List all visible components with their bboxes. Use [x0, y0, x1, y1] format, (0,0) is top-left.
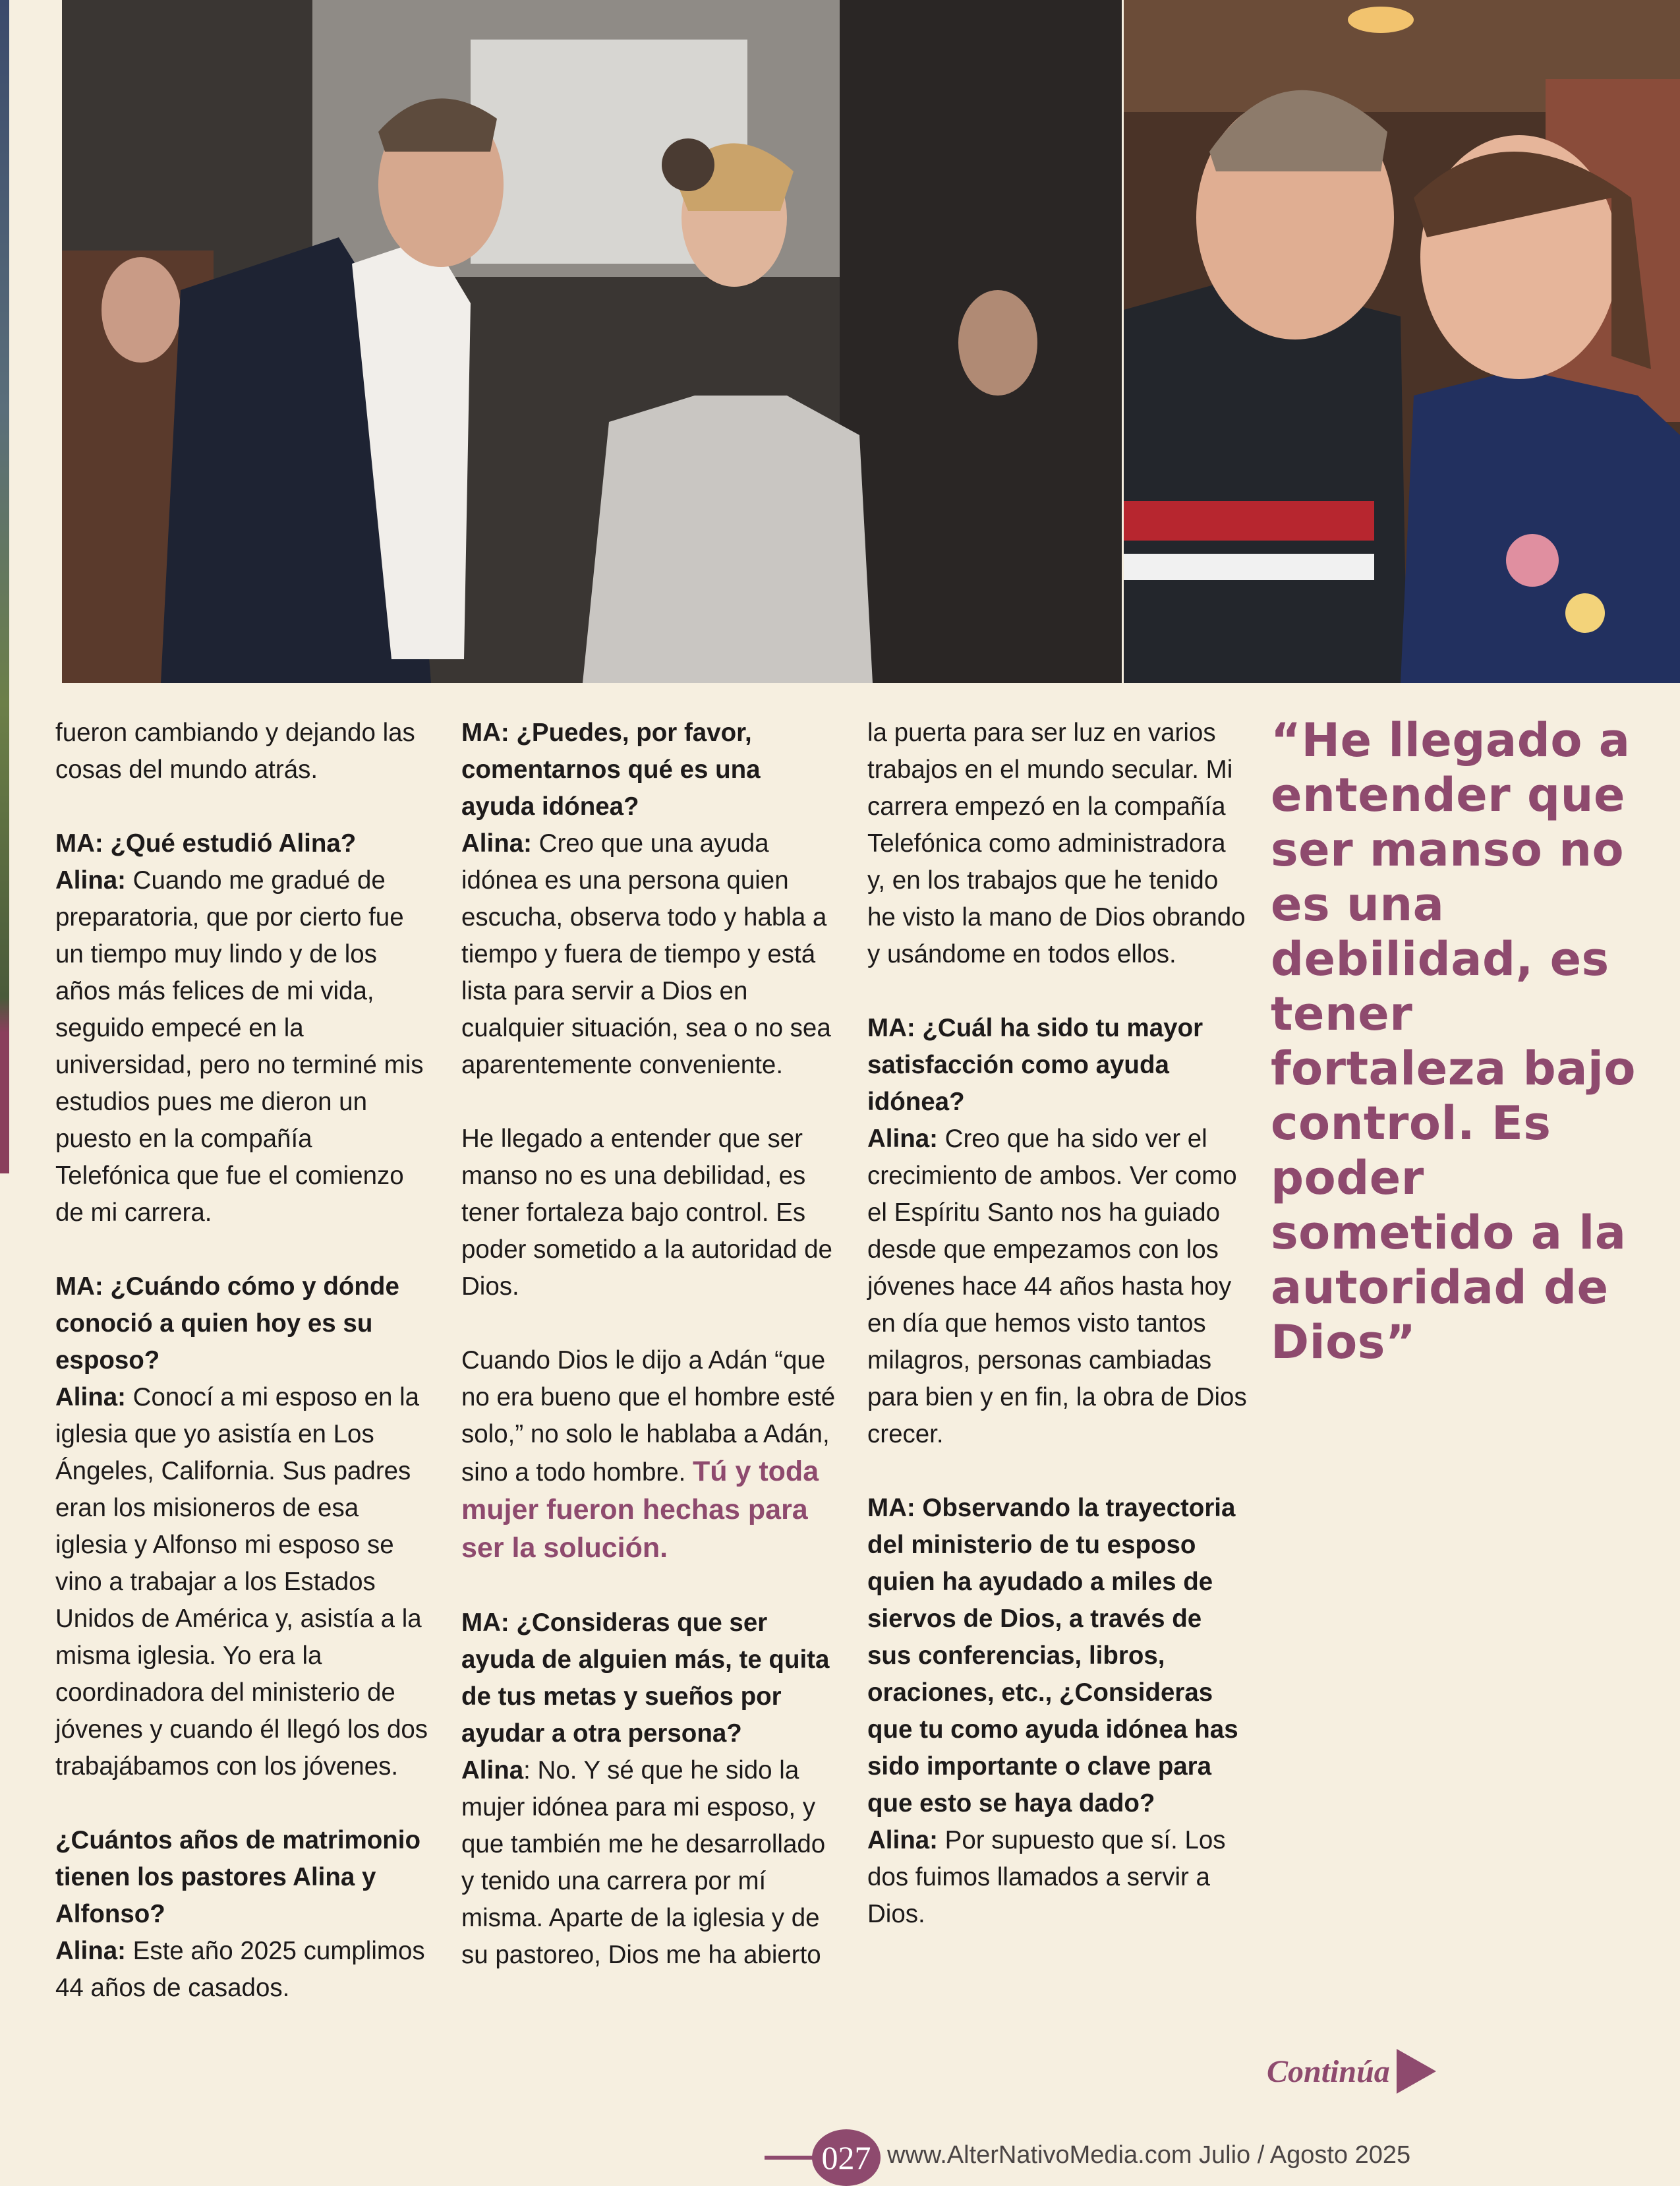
- column-3: [867, 715, 1250, 1970]
- answer: Creo que ha sido ver el crecimiento de ambos. Ver como el Espíritu Santo nos ha guiado desde que empezamos con los jóvenes hace 44 años hasta hoy en día que hemos visto tantos milagros, personas cambiadas para bien y en fin, la obra de Dios crecer.: [867, 1125, 1247, 1448]
- speaker-label: Alina:: [55, 1383, 126, 1411]
- col2-qa-1: [461, 715, 837, 1084]
- col3-qa-2: [867, 1490, 1250, 1933]
- col3-qa-1: [867, 1010, 1250, 1453]
- col1-intro: fueron cambiando y dejando las cosas del mundo atrás.: [55, 719, 415, 784]
- edge-strip: [0, 0, 9, 1173]
- question: MA: ¿Consideras que ser ayuda de alguien más, te quita de tus metas y sueños por ayudar a otra persona?: [461, 1609, 830, 1748]
- couple-photo: [1124, 0, 1680, 683]
- column-1: [55, 715, 431, 2044]
- answer: : No. Y sé que he sido la mujer idónea para mi esposo, y que también me he desarrollado y tenido una carrera por mí misma. Aparte de la iglesia y de su pastoreo, Dios me ha abierto: [461, 1756, 826, 1969]
- footer-site-issue: www.AlterNativoMedia.com Julio / Agosto 2025: [887, 2141, 1411, 2169]
- col1-qa-1: [55, 825, 431, 1231]
- col1-qa-3: [55, 1822, 431, 2007]
- speaker-label: Alina: [461, 1756, 524, 1785]
- answer: Creo que una ayuda idónea es una persona quien escucha, observa todo y habla a tiempo y fuera de tiempo y está lista para servir a Dios en cualquier situación, sea o no sea aparentemente conveniente.: [461, 829, 831, 1079]
- question: ¿Cuántos años de matrimonio tienen los pastores Alina y Alfonso?: [55, 1826, 421, 1928]
- page-number: 027: [812, 2129, 881, 2186]
- speaker-label: Alina:: [461, 829, 532, 858]
- speaker-label: Alina:: [55, 866, 126, 895]
- continue-label: Continúa: [1267, 2053, 1390, 2089]
- continue-link[interactable]: [1267, 2049, 1436, 2094]
- col1-qa-2: [55, 1268, 431, 1785]
- question: MA: ¿Cuándo cómo y dónde conoció a quien hoy es su esposo?: [55, 1272, 399, 1374]
- col2-paragraph-2: He llegado a entender que ser manso no es una debilidad, es tener fortaleza bajo control. Es poder sometido a la autoridad de Dios.: [461, 1125, 832, 1301]
- speaker-label: Alina:: [55, 1937, 126, 1965]
- answer: Por supuesto que sí. Los dos fuimos llamados a servir a Dios.: [867, 1826, 1226, 1928]
- footer-rule: [765, 2156, 816, 2160]
- worship-photo: [62, 0, 1122, 683]
- page-footer: [0, 2127, 1680, 2186]
- speaker-label: Alina:: [867, 1125, 938, 1153]
- col2-paragraph-3: [461, 1342, 837, 1568]
- question: MA: ¿Qué estudió Alina?: [55, 829, 357, 858]
- highlight-text: Tú y toda mujer fueron hechas para ser la solución.: [461, 1456, 819, 1564]
- answer: Cuando me gradué de preparatoria, que por cierto fue un tiempo muy lindo y de los años más felices de mi vida, seguido empecé en la universidad, pero no terminé mis estudios pues me dieron un puesto en la compañía Telefónica que fue el comienzo de mi carrera.: [55, 866, 424, 1227]
- speaker-label: Alina:: [867, 1826, 938, 1854]
- column-2: [461, 715, 837, 2011]
- question: MA: Observando la trayectoria del ministerio de tu esposo quien ha ayudado a miles de siervos de Dios, a través de sus conferencias, libros, oraciones, etc., ¿Consideras que tu como ayuda idónea has sido importante o clave para que esto se haya dado?: [867, 1494, 1238, 1817]
- col3-continuation: la puerta para ser luz en varios trabajos en el mundo secular. Mi carrera empezó en la compañía Telefónica como administradora y, en los trabajos que he tenido he visto la mano de Dios obrando y usándome en todos ellos.: [867, 719, 1246, 968]
- answer: Conocí a mi esposo en la iglesia que yo asistía en Los Ángeles, California. Sus padres eran los misioneros de esa iglesia y Alfonso mi esposo se vino a trabajar a los Estados Unidos de América y, asistía a la misma iglesia. Yo era la coordinadora del ministerio de jóvenes y cuando él llegó los dos trabajábamos con los jóvenes.: [55, 1383, 428, 1781]
- question: MA: ¿Cuál ha sido tu mayor satisfacción como ayuda idónea?: [867, 1014, 1203, 1116]
- paragraph-text: Cuando Dios le dijo a Adán “que no era bueno que el hombre esté solo,” no solo le hablaba a Adán, sino a todo hombre.: [461, 1346, 836, 1487]
- pull-quote: “He llegado a entender que ser manso no es una debilidad, es tener fortaleza bajo control. Es poder sometido a la autoridad de Dios”: [1271, 713, 1637, 1369]
- col2-qa-2: [461, 1605, 837, 1974]
- answer: Este año 2025 cumplimos 44 años de casados.: [55, 1937, 425, 2002]
- arrow-right-icon: [1397, 2049, 1436, 2094]
- question: MA: ¿Puedes, por favor, comentarnos qué es una ayuda idónea?: [461, 719, 761, 821]
